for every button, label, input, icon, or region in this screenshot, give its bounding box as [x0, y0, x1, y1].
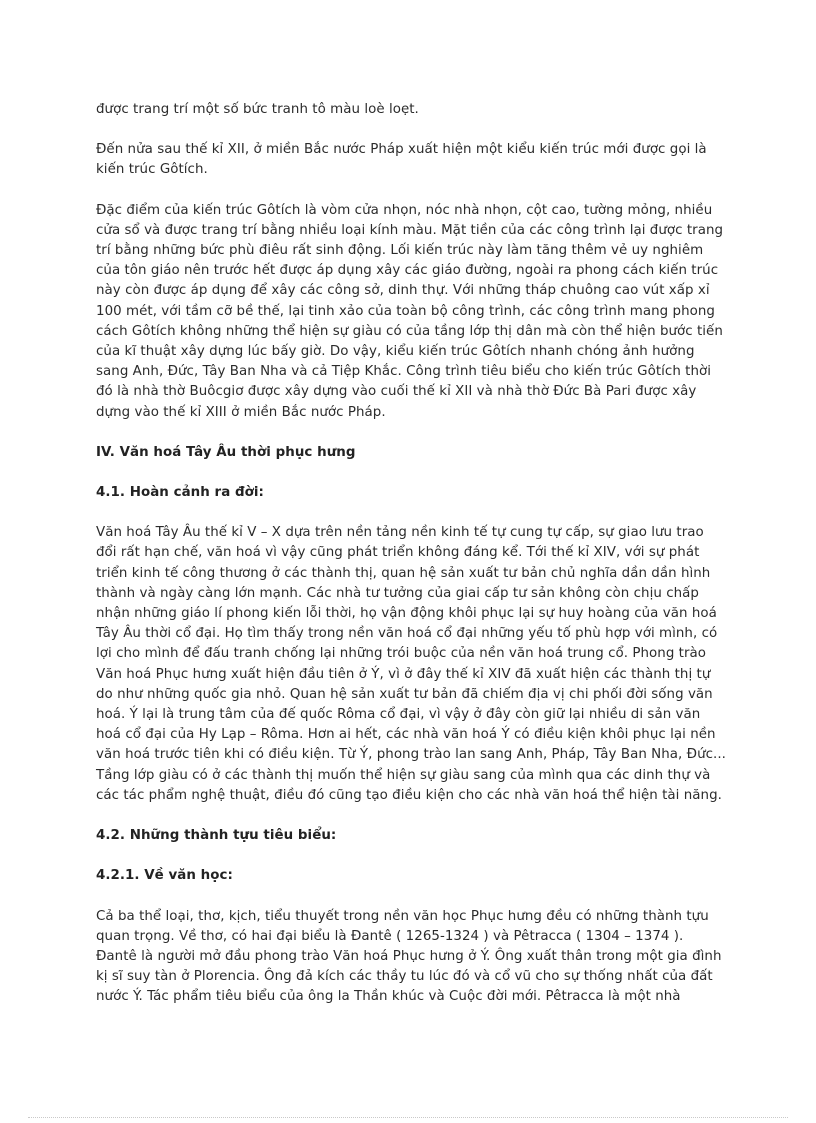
paragraph-gothic-features: Đặc điểm của kiến trúc Gôtích là vòm cửa nhọn, nóc nhà nhọn, cột cao, tường mỏng, nhiều cửa sổ và được trang trí bằng nhiều loại kính màu. Mặt tiền của các công trình lại được trang trí bằng những bức phù điêu rất sinh động. Lối kiến trúc này làm tăng thêm vẻ uy nghiêm của tôn giáo nên trước hết được áp dụng xây các giáo đường, ngoài ra phong cách kiến trúc này còn được áp dụng để xây các công sở, dinh thự. Với những tháp chuông cao vút xấp xỉ 100 mét, với tầm cỡ bề thế, lại tinh xảo của toàn bộ công trình, các công trình mang phong cách Gôtích không những thể hiện sự giàu có của tầng lớp thị dân mà còn thể hiện bước tiến của kĩ thuật xây dựng lúc bấy giờ. Do vậy, kiểu kiến trúc Gôtích nhanh chóng ảnh hưởng sang Anh, Đức, Tây Ban Nha và cả Tiệp Khắc. Công trình tiêu biểu cho kiến trúc Gôtích thời đó là nhà thờ Buôcgiơ được xây dựng vào cuối thế kỉ XII và nhà thờ Đức Bà Pari được xây dựng vào thế kỉ XIII ở miền Bắc nước Pháp.	[96, 202, 724, 420]
paragraph-decoration: được trang trí một số bức tranh tô màu loè loẹt.	[96, 102, 419, 117]
document-page	[96, 100, 726, 1028]
heading-section-iv: IV. Văn hoá Tây Âu thời phục hưng	[96, 444, 356, 460]
paragraph-gothic-origin: Đến nửa sau thế kỉ XII, ở miền Bắc nước Pháp xuất hiện một kiểu kiến trúc mới được gọi là kiến trúc Gôtích.	[96, 142, 707, 178]
heading-4-2-1: 4.2.1. Về văn học:	[96, 868, 233, 884]
heading-4-2: 4.2. Những thành tựu tiêu biểu:	[96, 828, 337, 844]
page-bottom-divider	[28, 1117, 788, 1118]
heading-4-1: 4.1. Hoàn cảnh ra đời:	[96, 485, 264, 501]
paragraph-literature: Cả ba thể loại, thơ, kịch, tiểu thuyết trong nền văn học Phục hưng đều có những thành tựu quan trọng. Về thơ, có hai đại biểu là Đantê ( 1265-1324 ) và Pêtracca ( 1304 – 1374 ). Đantê là người mở đầu phong trào Văn hoá Phục hưng ở Ý. Ông xuất thân trong một gia đình kị sĩ suy tàn ở Plorencia. Ông đả kích các thầy tu lúc đó và cổ vũ cho sự thống nhất của đất nước Ý. Tác phẩm tiêu biểu của ông la Thần khúc và Cuộc đời mới. Pêtracca là một nhà	[96, 908, 722, 1005]
paragraph-renaissance-context: Văn hoá Tây Âu thế kỉ V – X dựa trên nền tảng nền kinh tế tự cung tự cấp, sự giao lưu trao đổi rất hạn chế, văn hoá vì vậy cũng phát triển không đáng kể. Tới thế kỉ XIV, với sự phát triển kinh tế công thương ở các thành thị, quan hệ sản xuất tư bản chủ nghĩa dần dần hình thành và ngày càng lớn mạnh. Các nhà tư tưởng của giai cấp tư sản không còn chịu chấp nhận những giáo lí phong kiến lỗi thời, họ vận động khôi phục lại sự huy hoàng của văn hoá Tây Âu thời cổ đại. Họ tìm thấy trong nền văn hoá cổ đại những yếu tố phù hợp với mình, có lợi cho mình để đấu tranh chống lại những trói buộc của nền văn hoá trung cổ. Phong trào Văn hoá Phục hưng xuất hiện đầu tiên ở Ý, vì ở đây thế kỉ XIV đã xuất hiện các thành thị tự do như những quốc gia nhỏ. Quan hệ sản xuất tư bản đã chiếm địa vị chi phối đời sống văn hoá. Ý lại là trung tâm của đế quốc Rôma cổ đại, vì vậy ở đây còn giữ lại nhiều di sản văn hoá cổ đại của Hy Lạp – Rôma. Hơn ai hết, các nhà văn hoá Ý có điều kiện khôi phục lại nền văn hoá trước tiên khi có điều kiện. Từ Ý, phong trào lan sang Anh, Pháp, Tây Ban Nha, Đức... Tầng lớp giàu có ở các thành thị muốn thể hiện sự giàu sang của mình qua các dinh thự và các tác phẩm nghệ thuật, điều đó cũng tạo điều kiện cho các nhà văn hoá thể hiện tài năng.	[96, 525, 726, 803]
